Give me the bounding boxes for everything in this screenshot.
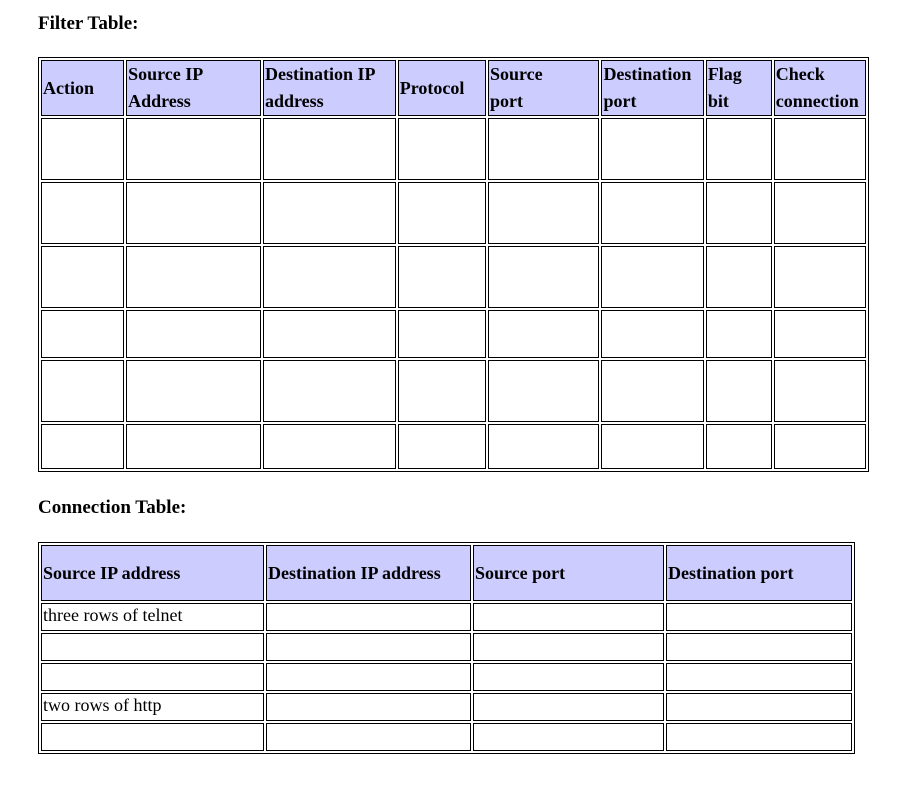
filter-cell [126, 310, 261, 358]
connection-cell: two rows of http [41, 693, 264, 721]
filter-header-destination-port: Destination port [601, 60, 703, 116]
connection-cell [266, 663, 471, 691]
filter-cell [263, 424, 396, 469]
filter-row [41, 424, 866, 469]
connection-cell [266, 633, 471, 661]
connection-cell: three rows of telnet [41, 603, 264, 631]
connection-cell [666, 633, 852, 661]
connection-header-destination-ip: Destination IP address [266, 545, 471, 601]
filter-row [41, 118, 866, 180]
filter-cell [706, 424, 772, 469]
filter-cell [263, 118, 396, 180]
filter-cell [398, 360, 486, 422]
filter-cell [706, 360, 772, 422]
connection-cell [666, 693, 852, 721]
filter-header-protocol: Protocol [398, 60, 486, 116]
filter-header-row [41, 60, 866, 116]
filter-cell [601, 360, 703, 422]
filter-cell [488, 424, 600, 469]
filter-cell [774, 246, 866, 308]
filter-cell [774, 424, 866, 469]
filter-table [38, 57, 869, 472]
connection-header-row [41, 545, 852, 601]
filter-row [41, 182, 866, 244]
filter-cell [263, 310, 396, 358]
connection-cell [666, 663, 852, 691]
filter-cell [601, 246, 703, 308]
filter-row [41, 246, 866, 308]
connection-row [41, 633, 852, 661]
connection-row [41, 723, 852, 751]
filter-cell [601, 424, 703, 469]
filter-header-check-connection: Check connection [774, 60, 866, 116]
filter-cell [774, 360, 866, 422]
filter-cell [398, 310, 486, 358]
filter-cell [774, 310, 866, 358]
filter-cell [706, 246, 772, 308]
filter-header-action: Action [41, 60, 124, 116]
filter-cell [706, 310, 772, 358]
connection-cell [473, 693, 664, 721]
connection-cell [473, 723, 664, 751]
filter-header-flag-bit: Flag bit [706, 60, 772, 116]
connection-header-destination-port: Destination port [666, 545, 852, 601]
connection-row [41, 663, 852, 691]
filter-header-source-ip: Source IP Address [126, 60, 261, 116]
filter-cell [263, 246, 396, 308]
filter-row [41, 360, 866, 422]
connection-cell [41, 633, 264, 661]
filter-cell [41, 118, 124, 180]
filter-cell [126, 182, 261, 244]
connection-cell [473, 633, 664, 661]
connection-header-source-ip: Source IP address [41, 545, 264, 601]
filter-cell [41, 246, 124, 308]
connection-row [41, 603, 852, 631]
connection-cell [266, 603, 471, 631]
filter-cell [601, 118, 703, 180]
filter-cell [263, 360, 396, 422]
filter-cell [398, 118, 486, 180]
connection-cell [41, 663, 264, 691]
filter-cell [774, 182, 866, 244]
connection-cell [473, 603, 664, 631]
connection-cell [666, 723, 852, 751]
filter-cell [41, 424, 124, 469]
filter-cell [41, 310, 124, 358]
connection-cell [266, 693, 471, 721]
filter-header-destination-ip: Destination IP address [263, 60, 396, 116]
filter-cell [398, 246, 486, 308]
filter-row [41, 310, 866, 358]
filter-cell [774, 118, 866, 180]
filter-cell [126, 424, 261, 469]
filter-cell [488, 310, 600, 358]
filter-header-source-port: Source port [488, 60, 600, 116]
filter-cell [601, 310, 703, 358]
filter-cell [41, 182, 124, 244]
filter-cell [126, 246, 261, 308]
connection-row [41, 693, 852, 721]
filter-cell [126, 360, 261, 422]
filter-cell [488, 246, 600, 308]
filter-cell [488, 360, 600, 422]
filter-table-title: Filter Table: [38, 13, 139, 34]
filter-cell [601, 182, 703, 244]
filter-cell [398, 182, 486, 244]
filter-cell [488, 182, 600, 244]
connection-cell [41, 723, 264, 751]
filter-cell [263, 182, 396, 244]
filter-cell [706, 182, 772, 244]
filter-cell [126, 118, 261, 180]
connection-table [38, 542, 855, 754]
connection-cell [473, 663, 664, 691]
connection-table-title: Connection Table: [38, 497, 187, 518]
filter-cell [41, 360, 124, 422]
connection-cell [666, 603, 852, 631]
connection-header-source-port: Source port [473, 545, 664, 601]
filter-cell [488, 118, 600, 180]
connection-cell [266, 723, 471, 751]
filter-cell [398, 424, 486, 469]
filter-cell [706, 118, 772, 180]
